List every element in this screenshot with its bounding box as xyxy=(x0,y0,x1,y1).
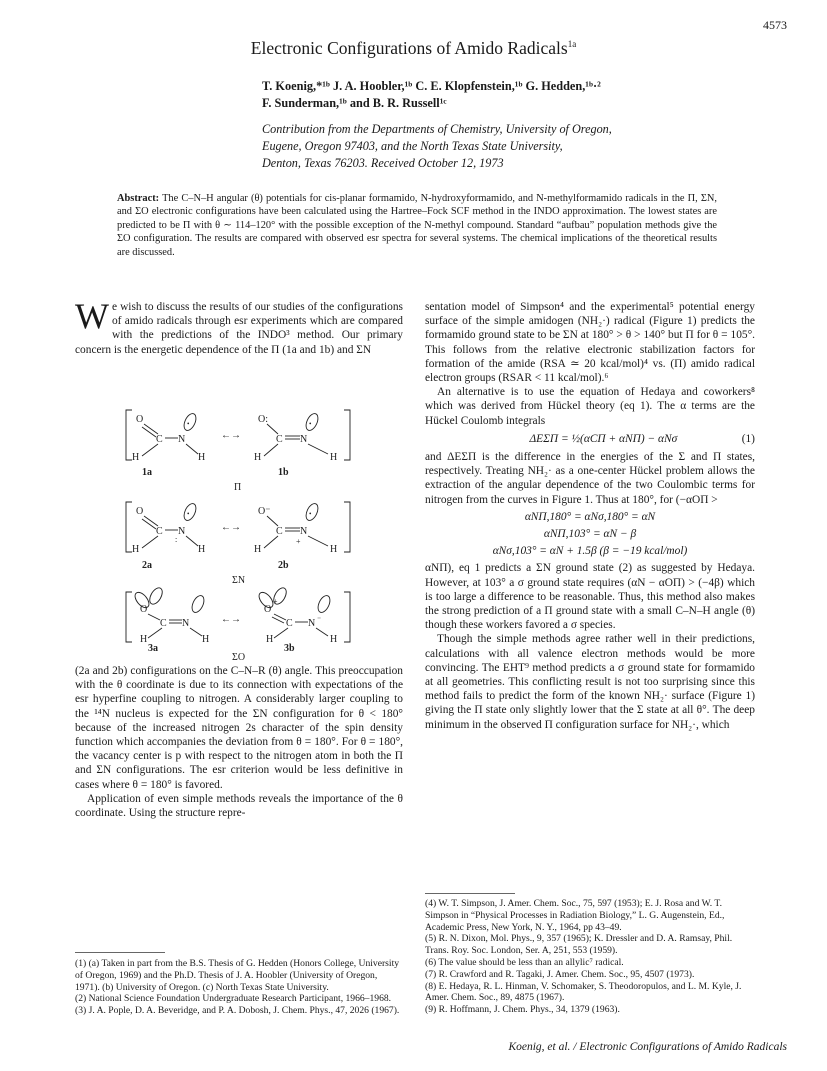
structure-3 xyxy=(126,586,350,645)
svg-text:O: O xyxy=(136,414,144,425)
title-footnote-mark: 1a xyxy=(567,39,577,50)
svg-text:H: H xyxy=(330,544,338,555)
footnotes-right xyxy=(425,898,755,1016)
footnote: (6) The value should be less than an allylic⁷ radical. xyxy=(425,956,624,968)
structure-1 xyxy=(126,410,350,463)
equation-1 xyxy=(425,432,755,446)
footnote: (5) R. N. Dixon, Mol. Phys., 9, 357 (1965); K. Dressler and D. A. Ramsay, Phil. Trans. Roy. Soc. London, Ser. A, 251, 553 (1959). xyxy=(425,933,733,957)
svg-text:H: H xyxy=(198,544,206,555)
footnote: (9) R. Hoffmann, J. Chem. Phys., 34, 1379 (1963). xyxy=(425,1004,620,1016)
equation-1-body: ΔEΣΠ = ½(αCΠ + αNΠ) − αNσ xyxy=(529,432,678,445)
resonance-structures-figure xyxy=(118,402,358,660)
svg-text:H: H xyxy=(266,634,274,645)
affiliation-line: Denton, Texas 76203. Received October 12, 1973 xyxy=(262,156,504,170)
footnote: (4) W. T. Simpson, J. Amer. Chem. Soc., 75, 597 (1953); E. J. Rosa and W. T. Simpson in “Physical Processes in Radiation Biology,” L. G. Augenstein, Ed., Academic Press, New York, N. Y., 1964, pp 43–49. xyxy=(425,898,725,933)
label-1a: 1a xyxy=(142,467,152,478)
affiliation-line: Eugene, Oregon 97403, and the North Texas State University, xyxy=(262,139,563,153)
svg-text:H: H xyxy=(132,544,140,555)
svg-text:N: N xyxy=(300,434,308,445)
svg-text:C: C xyxy=(156,526,163,537)
abstract-label: Abstract: xyxy=(117,193,160,204)
svg-text:N: N xyxy=(178,434,186,445)
svg-text:H: H xyxy=(254,452,262,463)
equation-2: αNΠ,180° = αNσ,180° = αN xyxy=(524,510,656,523)
intro-paragraph: e wish to discuss the results of our studies of the configurations of amido radicals through esr experiments which are compared with the predictions of the INDO³ method. Our primary concern is the energetic dependence of the Π (1a and 1b) and ΣN xyxy=(75,301,403,356)
footnote-rule xyxy=(425,893,515,894)
svg-text:•: • xyxy=(309,420,312,428)
body-paragraph: and ΔEΣΠ is the difference in the energies of the Σ and Π states, respectively. Treating NH₂· as a one-center Hückel problem allows the extraction of the angular dependence of the two Coulombic terms for nitrogen from the curves in Figure 1. Thus at 180°, for (−αOΠ > xyxy=(425,451,755,506)
state-pi: Π xyxy=(234,482,242,493)
running-footer: Koenig, et al. / Electronic Configurations of Amido Radicals xyxy=(508,1041,787,1053)
authors-line-1: T. Koenig,*¹ᵇ J. A. Hoobler,¹ᵇ C. E. Klopfenstein,¹ᵇ G. Hedden,¹ᵇ·² xyxy=(262,79,601,93)
svg-text:H: H xyxy=(330,452,338,463)
svg-text:C: C xyxy=(156,434,163,445)
svg-text:C: C xyxy=(276,526,283,537)
right-column-body xyxy=(425,300,755,732)
svg-text:O:: O: xyxy=(258,414,268,425)
equation-4: αNσ,103° = αN + 1.5β (β = −19 kcal/mol) xyxy=(492,545,688,558)
label-3a: 3a xyxy=(148,643,158,654)
svg-text:N: N xyxy=(178,526,186,537)
svg-text:H: H xyxy=(132,452,140,463)
footnote: (3) J. A. Pople, D. A. Beveridge, and P. A. Dobosh, J. Chem. Phys., 47, 2026 (1967). xyxy=(75,1005,400,1017)
svg-text:H: H xyxy=(202,634,210,645)
structure-2 xyxy=(126,502,350,555)
label-2a: 2a xyxy=(142,560,152,571)
svg-text:•: • xyxy=(187,510,190,518)
label-1b: 1b xyxy=(278,467,289,478)
abstract xyxy=(117,192,717,259)
footnote: (2) National Science Foundation Undergraduate Research Participant, 1966–1968. xyxy=(75,993,392,1005)
svg-text:C: C xyxy=(286,618,293,629)
svg-text:N: N xyxy=(308,618,316,629)
svg-text:H: H xyxy=(254,544,262,555)
svg-text:H: H xyxy=(330,634,338,645)
equation-3: αNΠ,103° = αN − β xyxy=(543,528,637,541)
left-column-body xyxy=(75,664,403,820)
affiliation xyxy=(262,121,782,172)
svg-text:N: N xyxy=(182,618,190,629)
svg-text:+: + xyxy=(273,597,278,606)
authors-line-2: F. Sunderman,¹ᵇ and B. R. Russell¹ᶜ xyxy=(262,96,447,110)
footnote: (7) R. Crawford and R. Tagaki, J. Amer. Chem. Soc., 95, 4507 (1973). xyxy=(425,968,695,980)
body-paragraph: (2a and 2b) configurations on the C–N–R (θ) angle. This preoccupation with the θ coordinate is due to its connection with expectations of the esr hyperfine coupling to nitrogen. A considerably larger coupling to the ¹⁴N nucleus is expected for the ΣN configuration for θ < 180° because of the increased nitrogen 2s character of the spin density function which accompanies the deviation from θ = 180°. For θ = 180°, the vacancy center is p with respect to the nitrogen atom in both the Π and ΣN configurations. The esr criterion would be less definitive in cases where θ = 180° is favored. xyxy=(75,665,403,791)
body-paragraph: Application of even simple methods reveals the importance of the θ coordinate. Using the structure repre- xyxy=(75,792,403,820)
affiliation-line: Contribution from the Departments of Chemistry, University of Oregon, xyxy=(262,122,612,136)
equation-1-number: (1) xyxy=(741,432,755,445)
svg-text::: : xyxy=(175,535,178,544)
drop-cap: W xyxy=(75,296,109,336)
abstract-text: The C–N–H angular (θ) potentials for cis-planar formamido, N-hydroxyformamido, and N-methylformamido radicals in the Π, ΣN, and ΣO electronic configurations have been calculated using the Hartree–Fock SCF method in the INDO approximation. The lowest states are predicted to be Π with θ ∼ 114–120° with the possible exception of the N-methyl compound. Standard “aufbau” population methods give the ΣO configuration. The results are compared with observed esr spectra for several systems. The chemical implications of the theoretical results are discussed. xyxy=(117,193,717,258)
svg-text:H: H xyxy=(198,452,206,463)
svg-text:O: O xyxy=(264,604,272,615)
state-sigma-n: ΣN xyxy=(232,575,246,586)
left-column-intro xyxy=(75,296,403,357)
svg-text:⁻: ⁻ xyxy=(317,615,322,624)
body-paragraph: sentation model of Simpson⁴ and the experimental⁵ potential energy surface of the simple amidogen (NH₂·) radical (Figure 1) predicts the formamido ground state to be ΣN at 180° > θ > 140° but Π for θ = 105°. This follows from the relative electronic stabilization factors for formation of the amide (RSA ≃ 20 kcal/mol)⁴ vs. (Π) amido radical electron groups (RSAR < 11 kcal/mol).⁶ xyxy=(425,301,755,385)
svg-text:C: C xyxy=(276,434,283,445)
page-number: 4573 xyxy=(763,18,787,32)
label-2b: 2b xyxy=(278,560,289,571)
svg-text:+: + xyxy=(296,537,301,546)
body-paragraph: An alternative is to use the equation of Hedaya and coworkers⁸ which was derived from Hückel theory (eq 1). The α terms are the Hückel Coulomb integrals xyxy=(425,386,755,427)
title-text: Electronic Configurations of Amido Radicals xyxy=(250,38,568,58)
svg-text:•: • xyxy=(309,510,312,518)
author-list xyxy=(262,78,782,112)
svg-text:C: C xyxy=(160,618,167,629)
svg-text:←→: ←→ xyxy=(221,430,241,441)
footnote: (1) (a) Taken in part from the B.S. Thesis of G. Hedden (Honors College, University of Oregon, 1969) and the Ph.D. Thesis of J. A. Hoobler (University of Oregon, 1971). (b) University of Oregon. (c) North Texas State University. xyxy=(75,958,400,993)
body-paragraph: αNΠ), eq 1 predicts a ΣN ground state (2) as suggested by Hedaya. However, at 103° a σ ground state requires (αN − αOΠ) > (−4β) which is too large a difference to be reasonable. Thus, this method also makes the strong prediction of a Π ground state with a small C–N–H angle (θ) though these workers favored a σ species. xyxy=(425,562,755,632)
state-sigma-o: ΣO xyxy=(232,652,246,660)
body-paragraph: Though the simple methods agree rather well in their predictions, calculations with all valence electron methods would be more convincing. The EHT⁹ method predicts a σ ground state for formamido at all geometries. This conflicting result is not too surprising since this method fails to predict the form of the known NH₂· surface (Figure 1) giving the Π state only slightly lower that the Σ state at all θ°. The deep minimum in the observed Π configuration surface for NH₂·, which xyxy=(425,633,755,731)
svg-text:←→: ←→ xyxy=(221,522,241,533)
svg-text:O: O xyxy=(140,604,148,615)
resonance-structures-svg xyxy=(118,402,358,660)
article-title xyxy=(0,38,827,59)
svg-text:H: H xyxy=(140,634,148,645)
svg-text:N: N xyxy=(300,526,308,537)
svg-text:O⁻: O⁻ xyxy=(258,506,271,517)
svg-text:•: • xyxy=(187,420,190,428)
svg-text:←→: ←→ xyxy=(221,614,241,625)
footnote: (8) E. Hedaya, R. L. Hinman, V. Schomaker, S. Theodoropulos, and L. M. Kyle, J. Amer. Chem. Soc., 89, 4875 (1967). xyxy=(425,980,742,1004)
label-3b: 3b xyxy=(284,643,295,654)
footnotes-left xyxy=(75,958,403,1017)
svg-text:O: O xyxy=(136,506,144,517)
footnote-rule xyxy=(75,952,165,953)
